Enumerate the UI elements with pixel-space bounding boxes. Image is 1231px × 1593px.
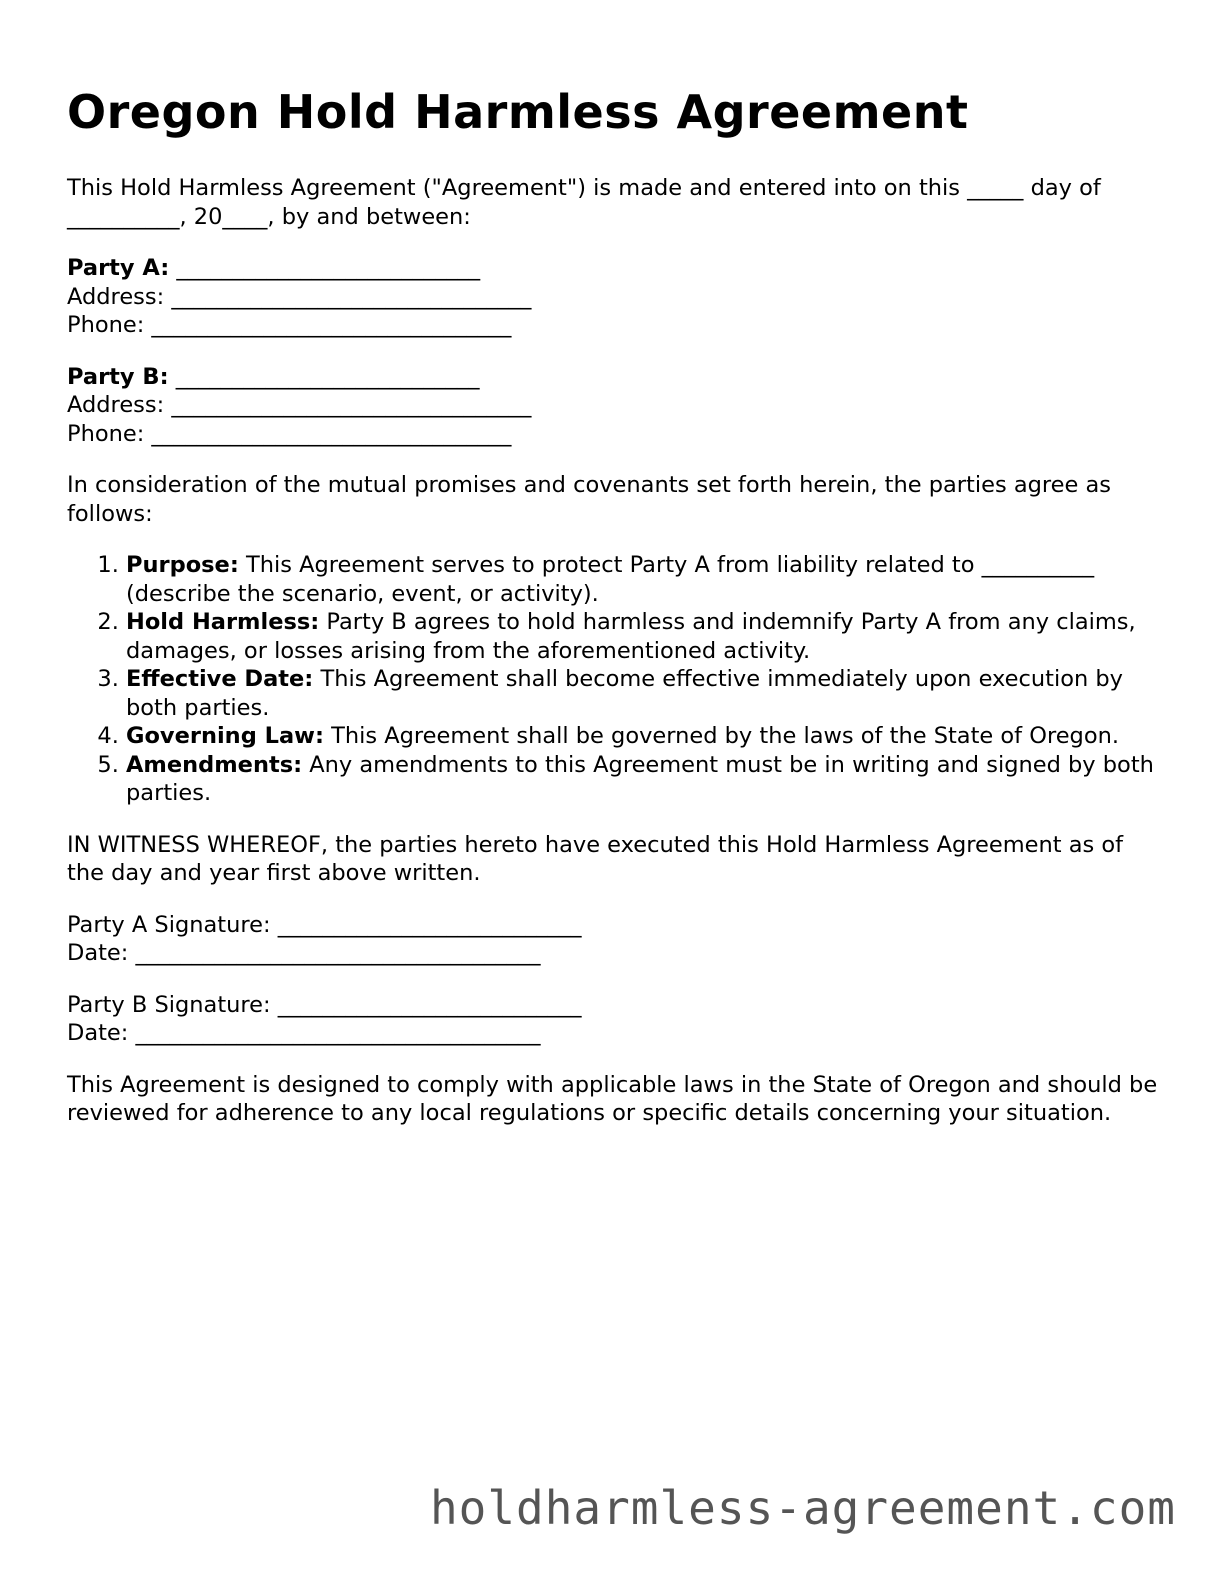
party-b-signature-line: Party B Signature: ___________________________	[67, 991, 582, 1018]
disclaimer-paragraph: This Agreement is designed to comply with applicable laws in the State of Oregon and should be reviewed for adherence to any local regulations or specific details concerning your situation.	[67, 1071, 1158, 1126]
clause-title: Governing Law:	[126, 723, 324, 749]
clause-text: Any amendments to this Agreement must be in writing and signed by both parties.	[126, 751, 1154, 806]
party-b-date-line: Date: ____________________________________	[67, 1020, 541, 1046]
clause-title: Effective Date:	[126, 666, 314, 692]
clause-text: This Agreement serves to protect Party A from liability related to __________ (describe the scenario, event, or activity).	[126, 552, 1095, 607]
clause-item	[126, 722, 1167, 751]
signature-a-block	[67, 911, 1167, 968]
signature-b-block	[67, 991, 1167, 1048]
party-b-block	[67, 363, 1167, 449]
clause-list	[67, 551, 1167, 808]
clause-title: Hold Harmless:	[126, 609, 320, 635]
party-b-name-blank: ___________________________	[168, 363, 480, 390]
party-a-address: Address: ________________________________	[67, 283, 532, 310]
clause-item	[126, 608, 1167, 665]
consideration-paragraph: In consideration of the mutual promises and covenants set forth herein, the parties agree as follows:	[67, 472, 1111, 527]
party-a-label: Party A:	[67, 255, 170, 281]
document-title: Oregon Hold Harmless Agreement	[67, 85, 969, 139]
party-a-block	[67, 254, 1167, 340]
party-a-signature-line: Party A Signature: ___________________________	[67, 911, 582, 938]
clause-text: This Agreement shall become effective immediately upon execution by both parties.	[126, 666, 1123, 721]
clause-item	[126, 665, 1167, 722]
clause-title: Purpose:	[126, 552, 239, 578]
party-b-label: Party B:	[67, 363, 169, 390]
party-a-name-blank: ___________________________	[169, 255, 481, 281]
footer-watermark: holdharmless-agreement.com	[429, 1481, 1176, 1535]
party-b-address: Address: ________________________________	[67, 392, 532, 418]
clause-item	[126, 551, 1167, 608]
clause-text: Party B agrees to hold harmless and indemnify Party A from any claims, damages, or losses arising from the aforementioned activity.	[126, 609, 1136, 664]
clause-title: Amendments:	[126, 751, 303, 778]
party-b-phone: Phone: ________________________________	[67, 420, 512, 447]
party-a-phone: Phone: ________________________________	[67, 312, 512, 338]
clause-item	[126, 751, 1167, 808]
party-b-name-line	[67, 363, 1167, 392]
witness-paragraph: IN WITNESS WHEREOF, the parties hereto have executed this Hold Harmless Agreement as of the day and year first above written.	[67, 831, 1124, 886]
party-a-name-line	[67, 254, 1167, 283]
document-page	[67, 82, 1167, 1151]
clause-text: This Agreement shall be governed by the laws of the State of Oregon.	[323, 723, 1120, 749]
party-a-date-line: Date: ____________________________________	[67, 940, 541, 966]
intro-paragraph: This Hold Harmless Agreement ("Agreement") is made and entered into on this _____ day of __________, 20____, by and between:	[67, 175, 1101, 230]
